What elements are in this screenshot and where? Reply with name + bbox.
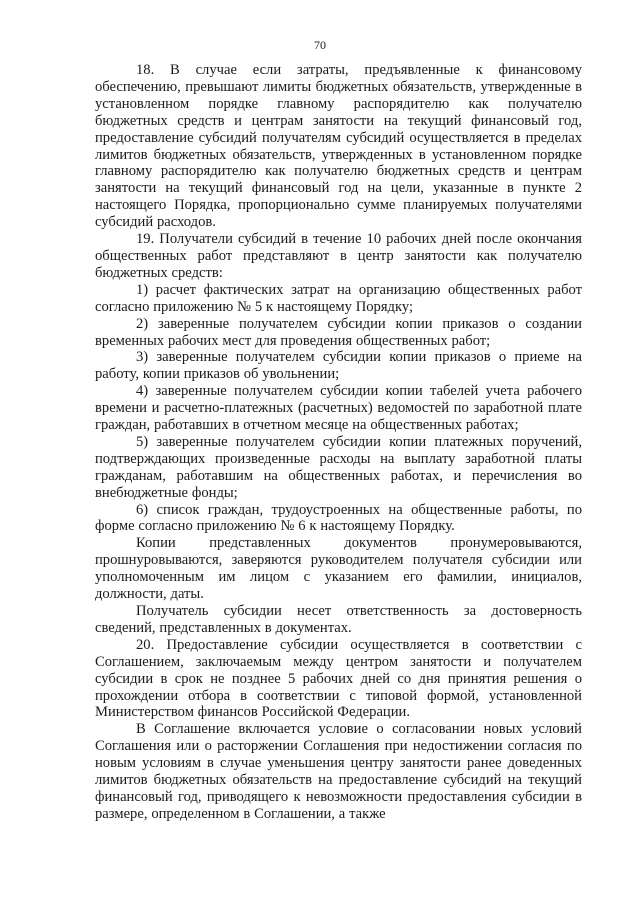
paragraph-18: 18. В случае если затраты, предъявленные к финансовому обеспечению, превышают лимиты бюджетных обязательств, утвержденные в установленном порядке главному распорядителю как получателю бюджетных средств и центрам занятости на текущий финансовый год, предоставление субсидий получателям субсидий осуществляется в пределах лимитов бюджетных обязательств, утвержденных в установленном порядке главному распорядителю как получателю бюджетных средств и центрам занятости на текущий финансовый год на цели, указанные в пункте 2 настоящего Порядка, пропорционально сумме планируемых получателями субсидий расходов. — [95, 62, 582, 231]
paragraph-copies: Копии представленных документов пронумеровываются, прошнуровываются, заверяются руководителем получателя субсидии или уполномоченным им лицом с указанием его фамилии, инициалов, должности, даты. — [95, 535, 582, 603]
paragraph-responsibility: Получатель субсидии несет ответственность за достоверность сведений, представленных в документах. — [95, 603, 582, 636]
list-item-2: 2) заверенные получателем субсидии копии приказов о создании временных рабочих мест для проведения общественных работ; — [95, 315, 582, 349]
paragraph-19: 19. Получатели субсидий в течение 10 рабочих дней после окончания общественных работ представляют в центр занятости как получателю бюджетных средств: — [95, 231, 582, 281]
list-item-5: 5) заверенные получателем субсидии копии платежных поручений, подтверждающих произведенные расходы на выплату заработной платы гражданам, работавшим на общественных работах, и перечисления во внебюджетные фонды; — [95, 433, 582, 501]
list-item-4: 4) заверенные получателем субсидии копии табелей учета рабочего времени и расчетно-платежных (расчетных) ведомостей по заработной плате граждан, работавших в отчетном месяце на общественных работах; — [95, 383, 582, 434]
document-body — [95, 62, 582, 823]
list-item-3: 3) заверенные получателем субсидии копии приказов о приеме на работу, копии приказов об увольнении; — [95, 349, 582, 383]
paragraph-20: 20. Предоставление субсидии осуществляется в соответствии с Соглашением, заключаемым между центром занятости и получателем субсидии в срок не позднее 5 рабочих дней со дня принятия решения о прохождении отбора в соответствии с типовой формой, установленной Министерством финансов Российской Федерации. — [95, 636, 582, 721]
paragraph-agreement-conditions: В Соглашение включается условие о согласовании новых условий Соглашения или о расторжении Соглашения при недостижении согласия по новым условиям в случае уменьшения центру занятости ранее доведенных лимитов бюджетных обязательств на предоставление субсидий на текущий финансовый год, приводящего к невозможности предоставления субсидии в размере, определенном в Соглашении, а также — [95, 721, 582, 822]
page-number: 70 — [314, 38, 326, 52]
list-item-1: 1) расчет фактических затрат на организацию общественных работ согласно приложению № 5 к настоящему Порядку; — [95, 281, 582, 315]
list-item-6: 6) список граждан, трудоустроенных на общественные работы, по форме согласно приложению № 6 к настоящему Порядку. — [95, 501, 582, 535]
